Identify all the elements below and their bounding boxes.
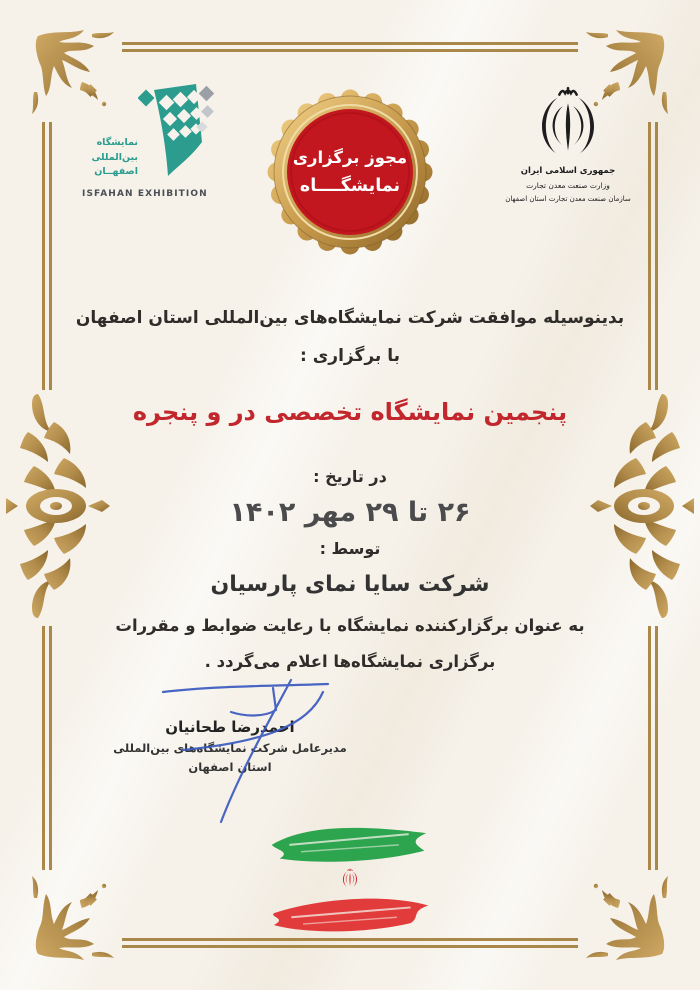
signer-name: احمدرضا طحانیان	[165, 718, 295, 736]
isfahan-exhibition-logo	[82, 84, 252, 199]
certificate-body	[60, 306, 640, 673]
seal-text	[258, 80, 442, 264]
intro-line-1: بدینوسیله موافقت شرکت نمایشگاه‌های بین‌المللی استان اصفهان	[75, 308, 625, 328]
frame-line-left-outer-bottom	[42, 626, 45, 870]
frame-line-right-outer-top	[655, 122, 658, 390]
frame-line-left-inner-top	[49, 122, 52, 390]
frame-line-left-outer-top	[42, 122, 45, 390]
gov-line-2: وزارت صنعت معدن تجارت	[526, 181, 610, 191]
gov-line-1: جمهوری اسلامی ایران	[520, 166, 616, 176]
iran-emblem-icon	[529, 86, 607, 158]
date-label: در تاریخ :	[313, 467, 387, 486]
seal-line-2: نمایشگــــاه	[299, 176, 401, 196]
exhibition-title: پنجمین نمایشگاه تخصصی در و پنجره	[132, 398, 568, 426]
frame-line-left-inner-bottom	[49, 626, 52, 870]
date-value: ۲۶ تا ۲۹ مهر ۱۴۰۲	[229, 497, 471, 528]
logo-persian-text	[82, 136, 138, 184]
frame-line-top-inner	[122, 49, 578, 52]
frame-line-right-outer-bottom	[655, 626, 658, 870]
logo-fa-line: بین‌المللی	[91, 151, 138, 163]
organizer-name: شرکت سایا نمای پارسیان	[210, 572, 490, 597]
logo-english-text: ISFAHAN EXHIBITION	[82, 189, 208, 199]
corner-ornament-icon	[582, 872, 674, 964]
logo-fa-line: اصفهــان	[94, 166, 138, 178]
gov-line-3: سازمان صنعت معدن تجارت استان اصفهان	[505, 194, 631, 203]
by-label: توسط :	[319, 539, 381, 558]
logo-fa-line: نمایشگاه	[96, 136, 138, 148]
frame-line-right-inner-top	[648, 122, 651, 390]
frame-line-top-outer	[122, 42, 578, 45]
frame-line-right-inner-bottom	[648, 626, 651, 870]
signature-block	[95, 690, 365, 774]
seal-line-1: مجوز برگزاری	[292, 148, 408, 167]
government-emblem-block	[490, 86, 646, 205]
terms-line-1: به عنوان برگزارکننده نمایشگاه با رعایت ضوابط و مقررات	[115, 616, 585, 635]
signer-title-line-2: استان اصفهان	[188, 760, 272, 774]
terms-line-2: برگزاری نمایشگاه‌ها اعلام می‌گردد .	[204, 652, 496, 671]
isfahan-exhibition-logo-mark-icon	[138, 84, 214, 184]
government-text	[490, 164, 646, 205]
signer-title-line-1: مدیرعامل شرکت نمایشگاه‌های بین‌المللی	[113, 741, 347, 755]
iran-flag-icon	[262, 820, 438, 946]
intro-line-2: با برگزاری :	[299, 346, 401, 366]
permit-seal-badge	[258, 80, 442, 264]
corner-ornament-icon	[26, 872, 118, 964]
